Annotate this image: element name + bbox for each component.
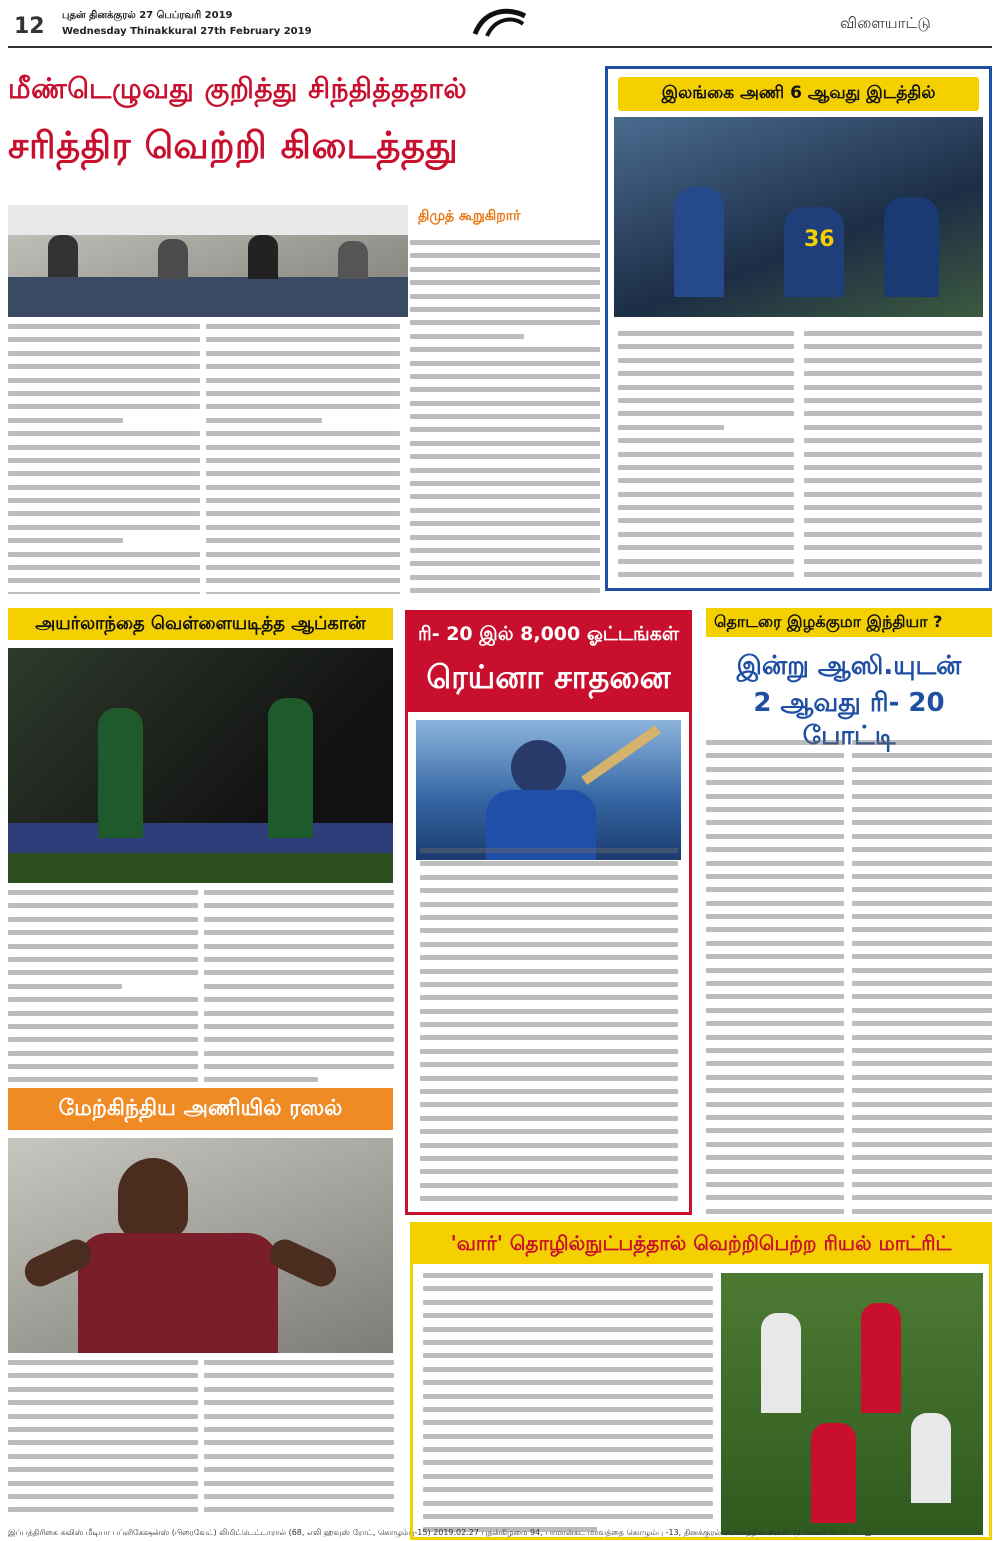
page-number: 12 — [14, 14, 45, 39]
srilanka-banner: இலங்கை அணி 6 ஆவது இடத்தில் — [618, 77, 979, 111]
press-conference-photo — [8, 205, 408, 317]
russell-photo — [8, 1138, 393, 1353]
madrid-banner: 'வார்' தொழில்நுட்பத்தால் வெற்றிபெற்ற ரியல் மாட்ரிட் — [413, 1225, 989, 1264]
raina-batting-photo — [416, 720, 681, 860]
india-headline-line1: இன்று ஆஸி.யுடன் — [736, 651, 962, 681]
lead-text-col2 — [206, 324, 400, 594]
header-rule — [8, 46, 992, 48]
afghan-banner: அயர்லாந்தை வெள்ளையடித்த ஆப்கான் — [8, 608, 393, 640]
russell-banner: மேற்கிந்திய அணியில் ரஸல் — [8, 1088, 393, 1130]
india-text-col1 — [706, 740, 844, 1220]
lead-text-col3 — [410, 240, 600, 595]
raina-headline: ரெய்னா சாதனை — [408, 654, 689, 712]
russell-text-col2 — [204, 1360, 394, 1520]
india-text-col2 — [852, 740, 992, 1220]
srilanka-text-col1 — [618, 331, 794, 581]
madrid-match-photo — [721, 1273, 983, 1535]
afghan-text-col1 — [8, 890, 198, 1090]
india-question-banner: தொடரை இழக்குமா இந்தியா ? — [706, 608, 992, 637]
madrid-article-box — [410, 1222, 992, 1540]
page-number-tab — [0, 8, 60, 44]
india-headline-line2: 2 ஆவது ரி- 20 போட்டி — [753, 688, 945, 751]
raina-banner: ரி- 20 இல் 8,000 ஓட்டங்கள் — [408, 613, 689, 654]
srilanka-text-col2 — [804, 331, 982, 581]
afghan-text-col2 — [204, 890, 394, 1090]
india-article — [706, 608, 992, 754]
footer-imprint: இப்பத்திரிகை சுவிஸ் மீடியா பப்ளிகேஷன்ஸ் (பிரைவேட்) லிமிட்டெட்டாரால் (68, எலி ஹவுஸ் ரோட், கொழும்பு-15) 2019.02.27 புதன்கிழமை 94, பாமான்கட மாவத்தை கொழும்பு -13, தினக்குரல் அச்சகத்தில் அச்சிட்டு வெளியிடப்பட்டது. — [8, 1528, 875, 1537]
lead-byline: திமுத் கூறுகிறார் — [418, 208, 521, 224]
date-english: Wednesday Thinakkural 27th February 2019 — [62, 26, 312, 37]
lead-headline-line2: சரித்திர வெற்றி கிடைத்தது — [8, 124, 459, 167]
afghan-match-photo — [8, 648, 393, 883]
masthead-logo — [465, 6, 535, 40]
russell-text-col1 — [8, 1360, 198, 1520]
raina-article-box — [405, 610, 692, 1215]
lead-headline-line1: மீண்டெழுவது குறித்து சிந்தித்ததால் — [8, 72, 468, 105]
raina-text — [420, 848, 678, 1203]
section-title: விளையாட்டு — [840, 14, 931, 32]
srilanka-article-box — [605, 66, 992, 591]
lead-text-col1 — [8, 324, 200, 594]
srilanka-team-photo: 36 — [614, 117, 983, 317]
madrid-text — [423, 1273, 713, 1535]
date-tamil: புதன் தினக்குரல் 27 பெப்ரவரி 2019 — [62, 10, 233, 21]
